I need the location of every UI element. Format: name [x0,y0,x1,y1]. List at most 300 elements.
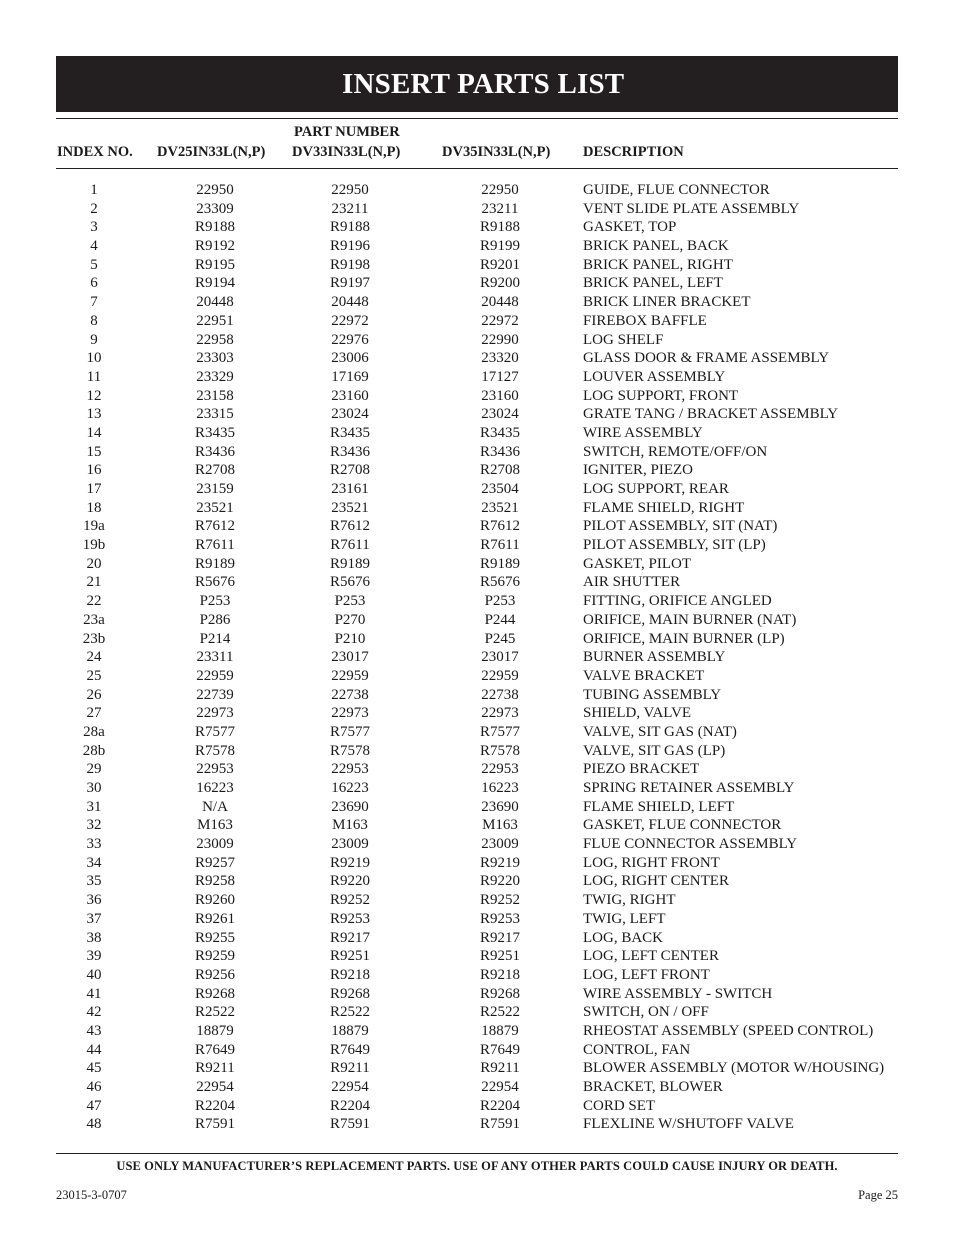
part-dv33-cell: 22953 [331,761,369,778]
part-dv25-cell: R7577 [194,723,235,740]
part-dv35-cell: 23160 [481,387,519,404]
description-cell: BRACKET, BLOWER [583,1079,723,1095]
part-dv33-cell: 22950 [331,182,369,198]
table-row [0,274,954,293]
part-dv25-cell: R7612 [194,518,235,535]
description-cell: CONTROL, FAN [583,1041,691,1058]
part-dv33-cell: R2204 [329,1097,370,1114]
header-part-number: PART NUMBER [294,124,400,140]
part-dv25-cell: R7578 [194,742,235,759]
part-dv35-cell: R9268 [479,985,520,1002]
part-dv25-cell: R9255 [194,929,235,946]
description-cell: SPRING RETAINER ASSEMBLY [583,780,795,796]
table-row [0,517,954,536]
description-cell: TWIG, RIGHT [583,892,676,909]
description-cell: VENT SLIDE PLATE ASSEMBLY [583,200,800,217]
part-dv33-cell: R7591 [329,1116,370,1133]
part-dv25-cell: 23159 [196,481,234,497]
part-dv35-cell: R3435 [479,424,520,441]
description-cell: TUBING ASSEMBLY [583,686,722,703]
description-cell: FIREBOX BAFFLE [583,312,707,329]
part-dv25-cell: R9257 [194,854,235,871]
part-dv35-cell: R9217 [479,929,520,946]
part-dv35-cell: 23690 [481,798,519,815]
part-dv35-cell: R2708 [479,462,520,479]
index-cell: 28a [83,723,105,740]
part-dv35-cell: 23024 [481,406,519,423]
part-dv35-cell: R9200 [479,275,520,292]
index-cell: 43 [86,1022,102,1039]
part-dv35-cell: R5676 [479,574,520,591]
part-dv33-cell: 22976 [331,331,369,348]
part-dv33-cell: R7612 [329,518,370,535]
table-row [0,237,954,256]
footer-rule [56,1153,898,1154]
description-cell: RHEOSTAT ASSEMBLY (SPEED CONTROL) [583,1022,874,1039]
table-row [0,480,954,499]
description-cell: BRICK PANEL, BACK [583,238,729,255]
part-dv25-cell: N/A [202,798,228,815]
table-row [0,1059,954,1078]
part-dv25-cell: R2204 [194,1097,235,1114]
part-dv33-cell: R7577 [329,723,370,740]
part-dv25-cell: R9195 [194,256,235,273]
part-dv25-cell: 18879 [196,1022,234,1039]
part-dv35-cell: 22738 [481,686,519,703]
part-dv35-cell: R9218 [479,966,520,983]
part-dv25-cell: R9256 [194,966,235,983]
table-row [0,218,954,237]
index-cell: 15 [86,443,102,460]
table-row [0,293,954,312]
table-row [0,499,954,518]
index-cell: 9 [90,331,98,348]
part-dv35-cell: 23521 [481,499,519,516]
table-row [0,798,954,817]
description-cell: ORIFICE, MAIN BURNER (NAT) [583,611,797,628]
part-dv33-cell: 22954 [331,1079,369,1095]
part-dv25-cell: R7649 [194,1041,235,1058]
safety-warning: USE ONLY MANUFACTURER’S REPLACEMENT PARTS. USE OF ANY OTHER PARTS COULD CAUSE INJURY OR DEATH. [116,1159,838,1173]
parts-table [0,181,954,1134]
index-cell: 19a [83,518,105,535]
index-cell: 18 [86,499,102,516]
part-dv25-cell: R9260 [194,892,235,909]
part-dv35-cell: 23504 [481,481,519,497]
part-dv33-cell: 22738 [331,686,369,703]
table-row [0,312,954,331]
part-dv33-cell: 23161 [331,481,369,497]
part-dv25-cell: R9261 [194,910,235,927]
table-row [0,555,954,574]
index-cell: 37 [86,910,102,927]
part-dv25-cell: 22973 [196,705,234,722]
part-dv33-cell: R9198 [329,256,370,273]
part-dv33-cell: R7649 [329,1041,370,1058]
part-dv25-cell: 22953 [196,761,234,778]
part-dv35-cell: R9199 [479,238,520,255]
index-cell: 29 [86,761,102,778]
table-row [0,181,954,200]
part-dv25-cell: 20448 [196,294,234,311]
table-row [0,929,954,948]
part-dv33-cell: P270 [334,611,366,628]
part-dv33-cell: R9219 [329,854,370,871]
table-row [0,1022,954,1041]
table-row [0,592,954,611]
doc-number: 23015-3-0707 [56,1188,127,1202]
part-dv25-cell: R9188 [194,219,235,236]
part-dv35-cell: R9220 [479,873,520,890]
description-cell: LOG SUPPORT, FRONT [583,387,739,404]
part-dv25-cell: 23521 [196,499,234,516]
index-cell: 30 [86,780,102,796]
table-row [0,872,954,891]
description-cell: PILOT ASSEMBLY, SIT (LP) [583,537,766,554]
table-row [0,331,954,350]
part-dv35-cell: R9251 [479,948,520,965]
part-dv35-cell: R9219 [479,854,520,871]
table-row [0,1041,954,1060]
part-dv33-cell: R3436 [329,443,370,460]
part-dv33-cell: R9197 [329,275,370,292]
part-dv35-cell: 17127 [481,368,519,385]
description-cell: LOG, BACK [583,929,664,946]
part-dv35-cell: R7591 [479,1116,520,1133]
index-cell: 12 [86,387,102,404]
part-dv25-cell: 22958 [196,331,234,348]
description-cell: BURNER ASSEMBLY [583,649,726,666]
table-row [0,461,954,480]
part-dv33-cell: 23017 [331,649,369,666]
part-dv35-cell: R2204 [479,1097,520,1114]
table-row [0,891,954,910]
part-dv33-cell: R7611 [330,537,370,554]
part-dv33-cell: P210 [334,630,366,647]
index-cell: 41 [86,985,102,1002]
table-row [0,630,954,649]
table-row [0,704,954,723]
index-cell: 38 [86,929,102,946]
description-cell: ORIFICE, MAIN BURNER (LP) [583,630,785,647]
description-cell: TWIG, LEFT [583,910,666,927]
part-dv33-cell: R9217 [329,929,370,946]
part-dv33-cell: 22959 [331,667,369,684]
part-dv33-cell: R3435 [329,424,370,441]
table-row [0,966,954,985]
header-model-b: DV33IN33L(N,P) [292,144,401,160]
table-row [0,910,954,929]
index-cell: 31 [86,798,102,815]
part-dv33-cell: 17169 [331,368,369,385]
description-cell: BLOWER ASSEMBLY (MOTOR W/HOUSING) [583,1060,885,1077]
part-dv35-cell: 23320 [481,350,519,367]
description-cell: LOG, LEFT FRONT [583,966,710,983]
part-dv33-cell: R9220 [329,873,370,890]
description-cell: LOUVER ASSEMBLY [583,368,726,385]
part-dv35-cell: P253 [484,593,516,610]
part-dv25-cell: R9189 [194,555,235,572]
index-cell: 14 [86,424,102,441]
part-dv25-cell: R7611 [195,537,235,554]
table-row [0,1097,954,1116]
index-cell: 35 [86,873,102,890]
description-cell: IGNITER, PIEZO [583,462,693,479]
part-dv33-cell: R9211 [330,1060,370,1077]
part-dv35-cell: 20448 [481,294,519,311]
index-cell: 24 [86,649,102,666]
table-row [0,387,954,406]
part-dv35-cell: 16223 [481,780,519,796]
part-dv35-cell: 22959 [481,667,519,684]
part-dv33-cell: R9188 [329,219,370,236]
part-dv25-cell: 23309 [196,200,234,217]
part-dv25-cell: P253 [199,593,231,610]
description-cell: GASKET, PILOT [583,555,692,572]
part-dv35-cell: 22990 [481,331,519,348]
table-row [0,816,954,835]
part-dv25-cell: R2708 [194,462,235,479]
page-number: Page 25 [858,1188,898,1202]
part-dv35-cell: R7612 [479,518,520,535]
part-dv33-cell: R9251 [329,948,370,965]
part-dv25-cell: R3435 [194,424,235,441]
index-cell: 21 [86,574,102,591]
description-cell: BRICK PANEL, LEFT [583,275,723,292]
part-dv35-cell: 23009 [481,836,519,853]
part-dv25-cell: R9194 [194,275,235,292]
header-index-no: INDEX NO. [57,144,133,160]
part-dv35-cell: R7577 [479,723,520,740]
table-row [0,424,954,443]
part-dv35-cell: R9252 [479,892,520,909]
header-model-a: DV25IN33L(N,P) [157,144,266,160]
part-dv25-cell: 23311 [196,649,234,666]
table-row [0,573,954,592]
part-dv33-cell: R9252 [329,892,370,909]
index-cell: 11 [86,368,102,385]
index-cell: 6 [90,275,98,292]
part-dv25-cell: R9192 [194,238,235,255]
part-dv33-cell: 23211 [331,200,369,217]
description-cell: LOG, RIGHT FRONT [583,854,720,871]
part-dv33-cell: R9253 [329,910,370,927]
table-row [0,686,954,705]
part-dv35-cell: R9188 [479,219,520,236]
index-cell: 46 [86,1079,102,1095]
part-dv33-cell: 23160 [331,387,369,404]
part-dv33-cell: 20448 [331,294,369,311]
index-cell: 16 [86,462,102,479]
part-dv33-cell: 22973 [331,705,369,722]
part-dv25-cell: R2522 [194,1004,235,1021]
description-cell: LOG SHELF [583,331,664,348]
description-cell: CORD SET [583,1097,656,1114]
index-cell: 42 [86,1004,102,1021]
part-dv25-cell: 23158 [196,387,234,404]
header-top-rule [56,118,898,119]
part-dv35-cell: P245 [484,630,516,647]
part-dv25-cell: 22954 [196,1079,234,1095]
description-cell: FLAME SHIELD, LEFT [583,798,735,815]
table-row [0,947,954,966]
part-dv35-cell: 22972 [481,312,519,329]
index-cell: 22 [86,593,102,610]
table-row [0,1115,954,1134]
part-dv33-cell: R9218 [329,966,370,983]
table-row [0,256,954,275]
index-cell: 19b [82,537,106,554]
description-cell: LOG, RIGHT CENTER [583,873,729,890]
header-description: DESCRIPTION [583,144,684,160]
part-dv25-cell: P214 [199,630,231,647]
part-dv33-cell: R2522 [329,1004,370,1021]
part-dv35-cell: R9201 [479,256,520,273]
index-cell: 32 [86,817,102,834]
part-dv33-cell: M163 [332,817,368,834]
part-dv35-cell: R9253 [479,910,520,927]
table-row [0,405,954,424]
part-dv33-cell: R9196 [329,238,370,255]
description-cell: VALVE, SIT GAS (LP) [583,742,726,759]
description-cell: FLUE CONNECTOR ASSEMBLY [583,836,798,853]
table-row [0,723,954,742]
part-dv25-cell: 23303 [196,350,234,367]
table-row [0,368,954,387]
description-cell: FLAME SHIELD, RIGHT [583,499,745,516]
table-row [0,1078,954,1097]
index-cell: 39 [86,948,102,965]
part-dv33-cell: R2708 [329,462,370,479]
index-cell: 33 [86,836,102,853]
index-cell: 2 [90,200,98,217]
part-dv25-cell: 16223 [196,780,234,796]
part-dv25-cell: R9259 [194,948,235,965]
index-cell: 4 [90,238,98,255]
table-row [0,536,954,555]
part-dv25-cell: 22950 [196,182,234,198]
description-cell: FITTING, ORIFICE ANGLED [583,593,772,610]
part-dv35-cell: R9189 [479,555,520,572]
index-cell: 7 [90,294,98,311]
index-cell: 25 [86,667,102,684]
part-dv25-cell: 23009 [196,836,234,853]
description-cell: SWITCH, REMOTE/OFF/ON [583,443,768,460]
part-dv35-cell: 18879 [481,1022,519,1039]
index-cell: 20 [86,555,102,572]
index-cell: 36 [86,892,102,909]
part-dv35-cell: R7649 [479,1041,520,1058]
description-cell: PIEZO BRACKET [583,761,700,778]
part-dv35-cell: 22973 [481,705,519,722]
table-row [0,349,954,368]
index-cell: 8 [90,312,98,329]
header-bottom-rule [56,168,898,169]
index-cell: 40 [86,966,102,983]
description-cell: GUIDE, FLUE CONNECTOR [583,182,770,198]
table-row [0,1003,954,1022]
description-cell: GLASS DOOR & FRAME ASSEMBLY [583,350,830,367]
index-cell: 45 [86,1060,102,1077]
table-row [0,648,954,667]
part-dv33-cell: R5676 [329,574,370,591]
part-dv25-cell: R9258 [194,873,235,890]
part-dv33-cell: R9268 [329,985,370,1002]
title-banner [56,56,898,112]
index-cell: 5 [90,256,98,273]
part-dv35-cell: 23017 [481,649,519,666]
part-dv35-cell: R7611 [480,537,520,554]
part-dv33-cell: 23521 [331,499,369,516]
part-dv25-cell: R9268 [194,985,235,1002]
description-cell: PILOT ASSEMBLY, SIT (NAT) [583,518,778,535]
part-dv35-cell: R9211 [480,1060,520,1077]
description-cell: AIR SHUTTER [583,574,681,591]
index-cell: 10 [86,350,102,367]
description-cell: SWITCH, ON / OFF [583,1004,709,1021]
part-dv33-cell: 23006 [331,350,369,367]
part-dv35-cell: 22954 [481,1079,519,1095]
description-cell: BRICK PANEL, RIGHT [583,256,733,273]
description-cell: GASKET, FLUE CONNECTOR [583,817,782,834]
part-dv33-cell: R9189 [329,555,370,572]
table-row [0,667,954,686]
part-dv35-cell: R7578 [479,742,520,759]
description-cell: FLEXLINE W/SHUTOFF VALVE [583,1116,794,1133]
part-dv33-cell: 23690 [331,798,369,815]
index-cell: 48 [86,1116,102,1133]
part-dv33-cell: R7578 [329,742,370,759]
part-dv33-cell: 23024 [331,406,369,423]
index-cell: 47 [86,1097,102,1114]
page-title: INSERT PARTS LIST [342,68,625,100]
part-dv35-cell: 22953 [481,761,519,778]
part-dv35-cell: R2522 [479,1004,520,1021]
part-dv33-cell: 16223 [331,780,369,796]
description-cell: WIRE ASSEMBLY - SWITCH [583,985,773,1002]
part-dv25-cell: M163 [197,817,233,834]
index-cell: 23a [83,611,105,628]
part-dv25-cell: R3436 [194,443,235,460]
part-dv25-cell: R7591 [194,1116,235,1133]
part-dv35-cell: P244 [484,611,516,628]
table-row [0,854,954,873]
part-dv25-cell: P286 [199,611,231,628]
part-dv25-cell: 22959 [196,667,234,684]
table-row [0,742,954,761]
index-cell: 1 [90,182,98,198]
part-dv35-cell: 22950 [481,182,519,198]
part-dv25-cell: 23315 [196,406,234,423]
index-cell: 17 [86,481,102,497]
table-row [0,835,954,854]
part-dv25-cell: R9211 [195,1060,235,1077]
index-cell: 28b [82,742,106,759]
table-row [0,779,954,798]
part-dv35-cell: R3436 [479,443,520,460]
description-cell: LOG, LEFT CENTER [583,948,719,965]
index-cell: 44 [86,1041,102,1058]
index-cell: 23b [82,630,106,647]
table-row [0,985,954,1004]
description-cell: WIRE ASSEMBLY [583,424,703,441]
description-cell: BRICK LINER BRACKET [583,294,751,311]
index-cell: 3 [90,219,98,236]
part-dv25-cell: 22739 [196,686,234,703]
description-cell: SHIELD, VALVE [583,705,692,722]
table-row [0,200,954,219]
description-cell: GASKET, TOP [583,219,677,236]
